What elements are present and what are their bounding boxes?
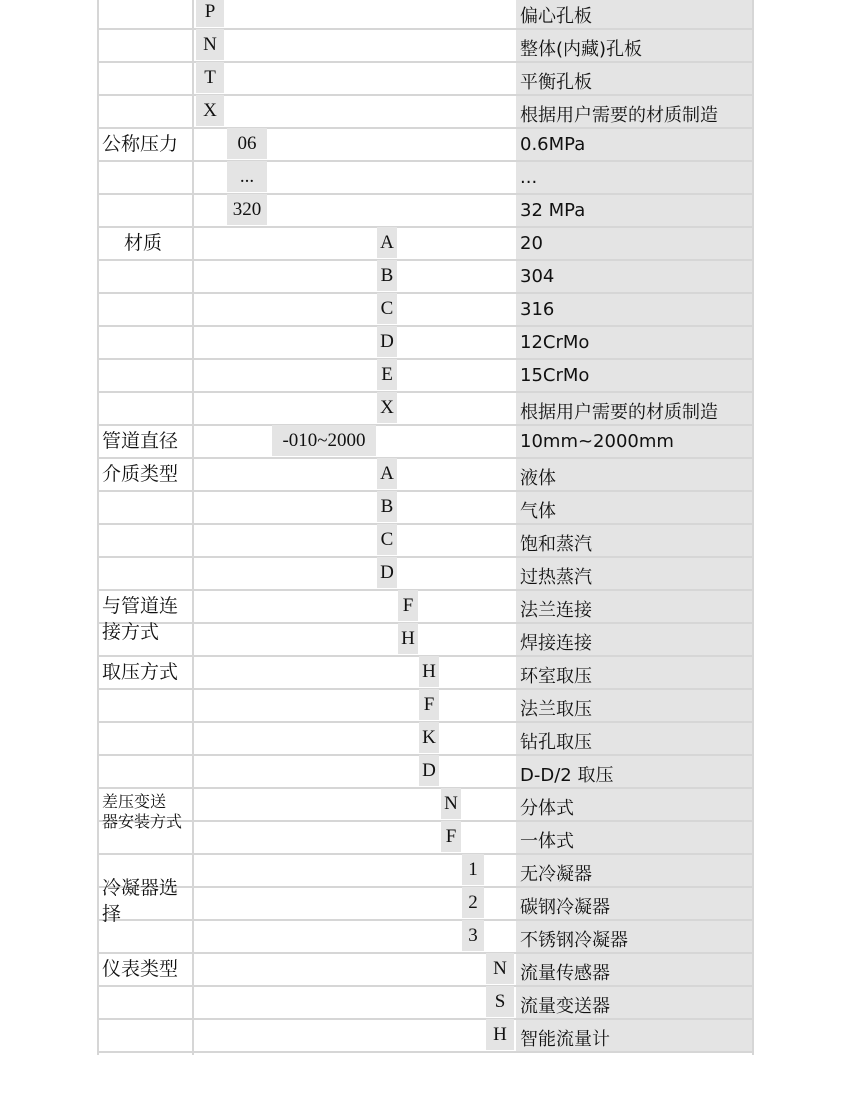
table-left-border [97,0,99,1055]
section-label-connection-label: 与管道连 接方式 [102,595,179,643]
row-divider [97,589,754,591]
condenser-code-cell: 2 [462,887,484,918]
row-divider [97,622,754,624]
medium-code-cell: C [377,524,397,555]
description-cell: 气体 [520,501,556,522]
row-divider [97,391,754,393]
section-label-transmitter-label: 差压变送 器安装方式 [102,792,183,831]
instrument-code-cell: N [486,953,514,984]
medium-code-cell: D [377,557,397,588]
instrument-code-cell: S [486,986,514,1017]
description-cell: 智能流量计 [520,1029,610,1050]
tap-code-cell: K [419,722,439,753]
description-cell: 偏心孔板 [520,6,592,27]
description-cell: 12CrMo [520,332,590,353]
row-divider [97,292,754,294]
description-cell: 环室取压 [520,666,592,687]
description-cell: 10mm~2000mm [520,431,674,452]
tap-code-cell: D [419,755,439,786]
description-cell: 20 [520,233,543,254]
transmitter-code-cell: N [441,788,461,819]
description-cell: 焊接连接 [520,633,592,654]
pressure-code-cell: 06 [227,128,267,159]
section-label-tap-label: 取压方式 [102,661,179,683]
table-right-border [752,0,754,1055]
type-code-cell: T [196,62,224,93]
row-divider [97,787,754,789]
row-divider [97,952,754,954]
material-code-cell: B [377,260,397,291]
tap-code-cell: H [419,656,439,687]
pressure-code-cell: ... [227,161,267,192]
description-cell: 液体 [520,468,556,489]
material-code-cell: C [377,293,397,324]
row-divider [97,985,754,987]
pressure-code-cell: 320 [227,194,267,225]
diameter-code-cell: -010~2000 [272,425,376,456]
description-cell: 0.6MPa [520,134,586,155]
medium-code-cell: B [377,491,397,522]
row-divider [97,226,754,228]
description-cell: 钻孔取压 [520,732,592,753]
description-cell: 过热蒸汽 [520,567,592,588]
row-divider [97,1051,754,1053]
row-divider [97,325,754,327]
description-cell: 法兰连接 [520,600,592,621]
description-cell: 流量传感器 [520,963,610,984]
type-code-cell: X [196,95,224,126]
connection-code-cell: H [398,623,418,654]
transmitter-code-cell: F [441,821,461,852]
row-divider [97,1018,754,1020]
description-cell: D-D/2 取压 [520,765,614,786]
description-cell: 无冷凝器 [520,864,592,885]
description-cell: 316 [520,299,555,320]
material-code-cell: A [377,227,397,258]
description-cell: 32 MPa [520,200,586,221]
instrument-code-cell: H [486,1019,514,1050]
tap-code-cell: F [419,689,439,720]
type-code-cell: N [196,29,224,60]
description-cell: 根据用户需要的材质制造 [520,402,718,423]
description-cell: 整体(内藏)孔板 [520,39,643,60]
row-divider [97,886,754,888]
description-cell: 法兰取压 [520,699,592,720]
row-divider [97,556,754,558]
section-label-material-label: 材质 [124,232,163,254]
connection-code-cell: F [398,590,418,621]
section-label-condenser-label: 冷凝器选 择 [102,877,179,925]
description-cell: 平衡孔板 [520,72,592,93]
description-cell: 15CrMo [520,365,590,386]
material-code-cell: D [377,326,397,357]
section-label-pressure-label: 公称压力 [102,133,179,155]
description-cell: 304 [520,266,555,287]
row-divider [97,490,754,492]
description-cell: ... [520,167,538,188]
description-cell: 分体式 [520,798,574,819]
description-cell: 根据用户需要的材质制造 [520,105,718,126]
row-divider [97,919,754,921]
description-cell: 流量变送器 [520,996,610,1017]
material-code-cell: E [377,359,397,390]
description-cell: 碳钢冷凝器 [520,897,610,918]
type-code-cell: P [196,0,224,27]
row-divider [97,523,754,525]
description-cell: 饱和蒸汽 [520,534,592,555]
material-code-cell: X [377,392,397,423]
row-divider [97,193,754,195]
medium-code-cell: A [377,458,397,489]
row-divider [97,160,754,162]
row-divider [97,853,754,855]
row-divider [97,358,754,360]
table-column-divider [192,0,194,1055]
condenser-code-cell: 1 [462,854,484,885]
description-cell: 不锈钢冷凝器 [520,930,628,951]
condenser-code-cell: 3 [462,920,484,951]
section-label-instrument-label: 仪表类型 [102,958,179,980]
section-label-pipe-diameter-label: 管道直径 [102,430,179,452]
row-divider [97,820,754,822]
section-label-medium-label: 介质类型 [102,463,179,485]
description-cell: 一体式 [520,831,574,852]
row-divider [97,259,754,261]
